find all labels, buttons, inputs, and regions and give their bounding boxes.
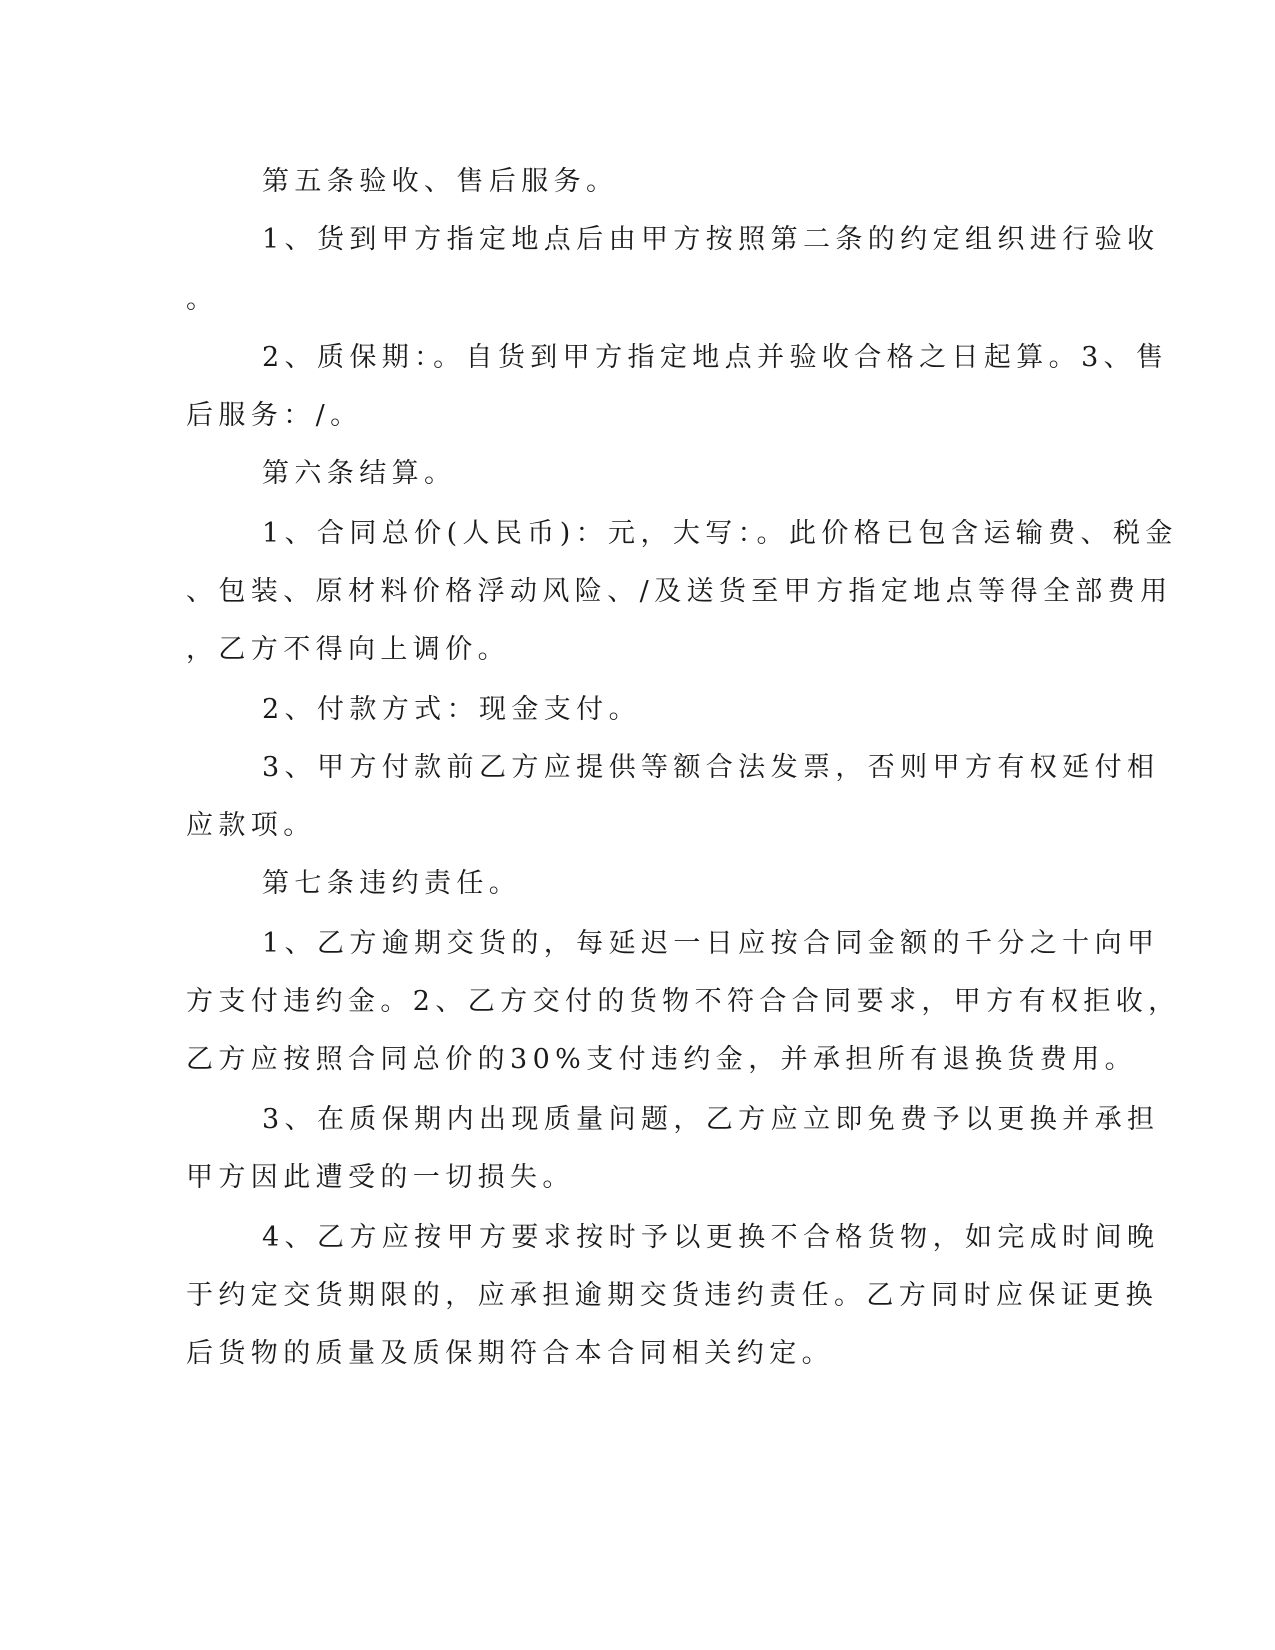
clause-6-item-3-cont: 应款项。 <box>186 810 316 841</box>
clause-5-item-2: 2、质保期：。自货到甲方指定地点并验收合格之日起算。3、售 <box>262 342 1169 373</box>
clause-5-item-2-cont: 后服务：/。 <box>186 400 363 431</box>
clause-6-item-3: 3、甲方付款前乙方应提供等额合法发票，否则甲方有权延付相 <box>262 752 1160 783</box>
clause-7-item-4-cont-b: 后货物的质量及质保期符合本合同相关约定。 <box>186 1338 834 1369</box>
clause-7-item-1: 1、乙方逾期交货的，每延迟一日应按合同金额的千分之十向甲 <box>262 928 1160 959</box>
clause-7-heading: 第七条违约责任。 <box>262 868 522 899</box>
clause-5-item-1-cont: 。 <box>186 284 219 315</box>
clause-7-item-1-cont-a: 方支付违约金。2、乙方交付的货物不符合合同要求，甲方有权拒收， <box>186 986 1181 1017</box>
clause-6-item-1-cont-a: 、包装、原材料价格浮动风险、/及送货至甲方指定地点等得全部费用 <box>186 576 1173 607</box>
clause-5-heading: 第五条验收、售后服务。 <box>262 166 619 197</box>
clause-6-item-1: 1、合同总价(人民币)：元，大写：。此价格已包含运输费、税金 <box>262 518 1178 549</box>
clause-7-item-3-cont: 甲方因此遭受的一切损失。 <box>186 1162 575 1193</box>
clause-5-item-1: 1、货到甲方指定地点后由甲方按照第二条的约定组织进行验收 <box>262 224 1160 255</box>
clause-6-item-2: 2、付款方式：现金支付。 <box>262 694 641 725</box>
clause-7-item-1-cont-b: 乙方应按照合同总价的30%支付违约金，并承担所有退换货费用。 <box>186 1044 1138 1075</box>
clause-7-item-4-cont-a: 于约定交货期限的，应承担逾期交货违约责任。乙方同时应保证更换 <box>186 1280 1158 1311</box>
clause-7-item-3: 3、在质保期内出现质量问题，乙方应立即免费予以更换并承担 <box>262 1104 1160 1135</box>
clause-6-item-1-cont-b: ，乙方不得向上调价。 <box>186 634 510 665</box>
clause-6-heading: 第六条结算。 <box>262 458 457 489</box>
clause-7-item-4: 4、乙方应按甲方要求按时予以更换不合格货物，如完成时间晚 <box>262 1222 1160 1253</box>
